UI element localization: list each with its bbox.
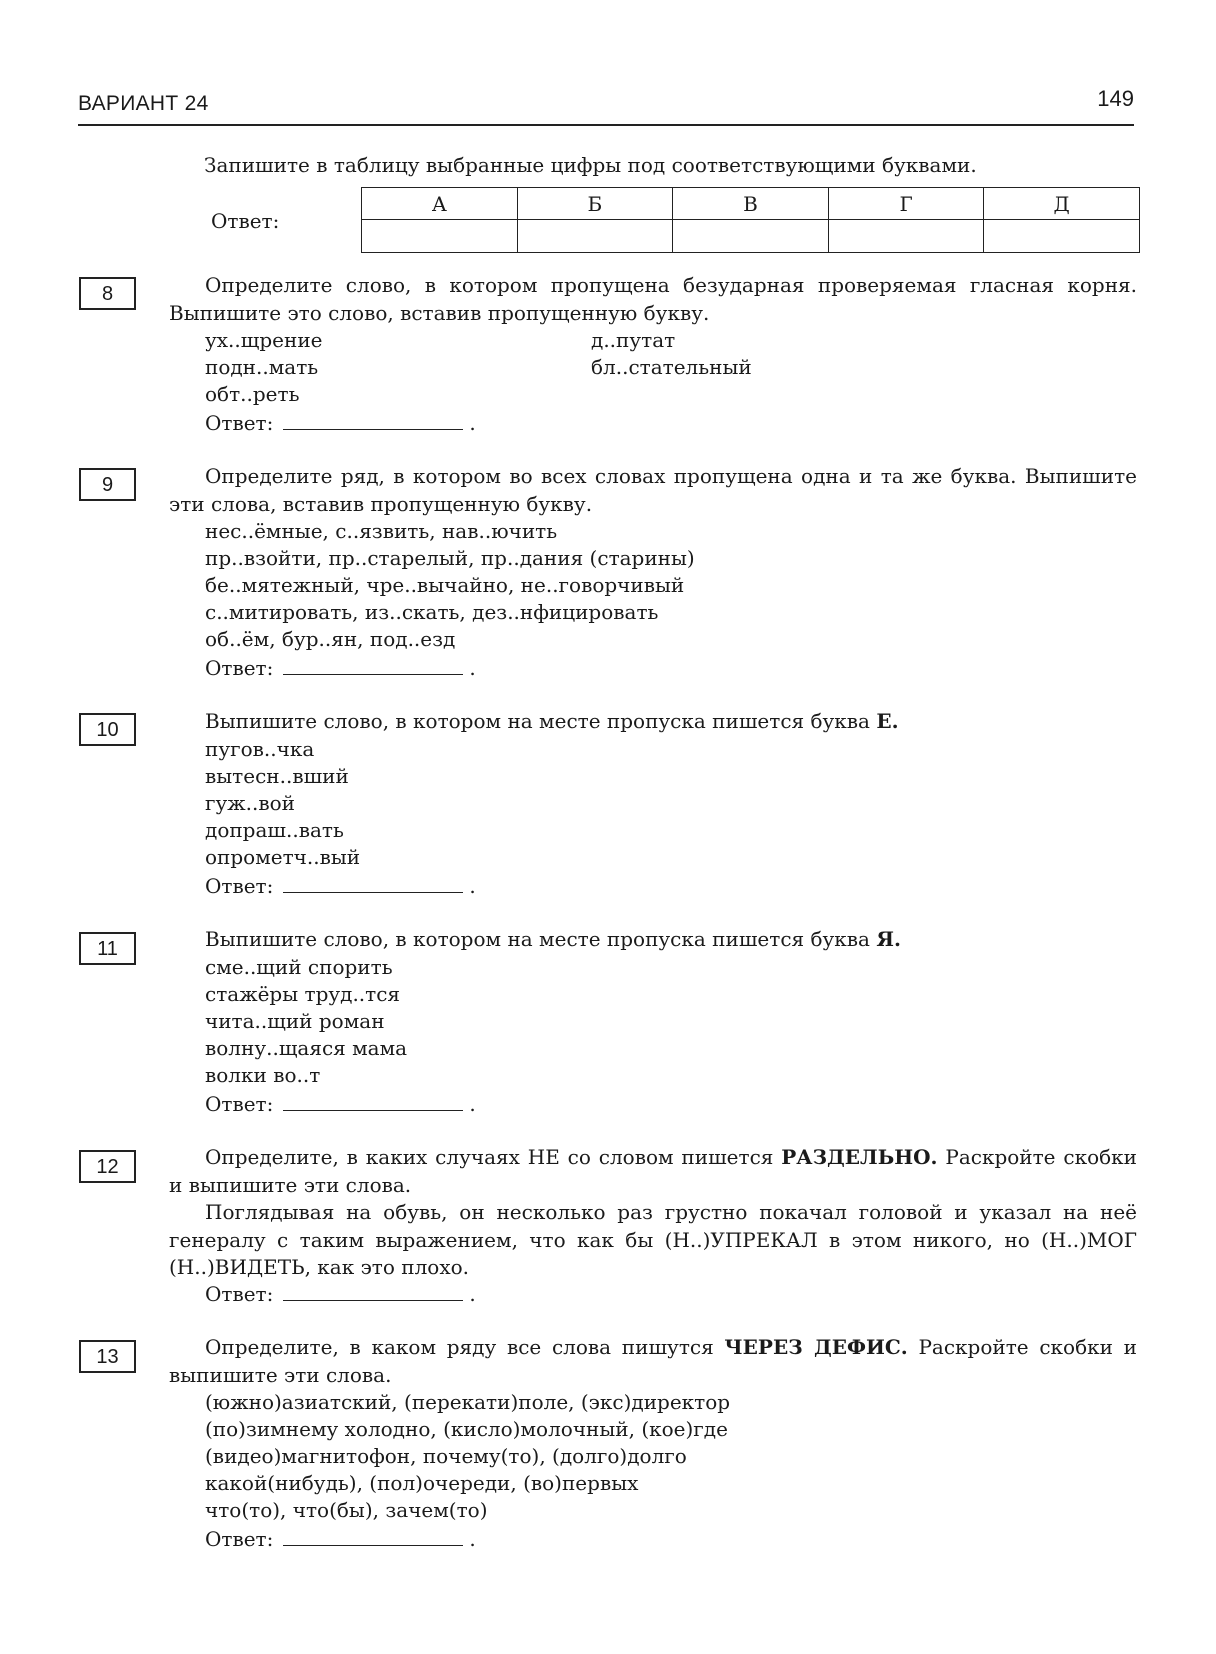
task-11-answer bbox=[205, 1091, 476, 1119]
task-9-answer bbox=[205, 655, 476, 683]
task-11-option: волну..щаяся мама bbox=[205, 1036, 408, 1060]
task-13-option: какой(нибудь), (пол)очереди, (во)первых bbox=[205, 1471, 639, 1495]
task-13-option: (южно)азиатский, (перекати)поле, (экс)директор bbox=[205, 1390, 731, 1414]
answer-dot: . bbox=[469, 1092, 476, 1116]
col-header-v: В bbox=[673, 188, 829, 220]
answer-line[interactable] bbox=[283, 874, 463, 893]
task-12-question-text-2: Раскройте скобки и выпишите эти слова. bbox=[169, 1145, 1137, 1197]
answer-cell-d[interactable] bbox=[984, 220, 1140, 253]
answer-label: Ответ: bbox=[205, 1092, 274, 1116]
task-number-9: 9 bbox=[79, 468, 136, 501]
task-9-option: с..митировать, из..скать, дез..нфицировать bbox=[205, 600, 659, 624]
task-number-8: 8 bbox=[79, 277, 136, 310]
task-11-question-text: Выпишите слово, в котором на месте пропуска пишется буква bbox=[205, 927, 870, 951]
answer-table bbox=[361, 187, 1140, 253]
col-header-a: А bbox=[362, 188, 518, 220]
task-8-option: д..путат bbox=[591, 328, 676, 352]
task-number-10: 10 bbox=[79, 713, 136, 746]
col-header-b: Б bbox=[517, 188, 673, 220]
answer-label: Ответ: bbox=[211, 209, 280, 233]
page-number: 149 bbox=[1097, 86, 1134, 111]
task-8-option: бл..стательный bbox=[591, 355, 752, 379]
task-10-option: гуж..вой bbox=[205, 791, 295, 815]
answer-label: Ответ: bbox=[205, 1527, 274, 1551]
answer-cell-g[interactable] bbox=[828, 220, 984, 253]
answer-dot: . bbox=[469, 1527, 476, 1551]
task-11-option: чита..щий роман bbox=[205, 1009, 385, 1033]
task-number-11: 11 bbox=[79, 932, 136, 965]
task-8-option: ух..щрение bbox=[205, 328, 323, 352]
answer-line[interactable] bbox=[283, 1282, 463, 1301]
task-number-12: 12 bbox=[79, 1150, 136, 1183]
task-10-letter: Е. bbox=[876, 709, 899, 733]
answer-label: Ответ: bbox=[205, 874, 274, 898]
task-13-question-text-2: Раскройте скобки и выпишите эти слова. bbox=[169, 1335, 1137, 1387]
task-9-option: пр..взойти, пр..старелый, пр..дания (старины) bbox=[205, 546, 695, 570]
answer-cell-v[interactable] bbox=[673, 220, 829, 253]
variant-title: ВАРИАНТ 24 bbox=[78, 92, 209, 115]
task-10-option: допраш..вать bbox=[205, 818, 344, 842]
task-13-option: что(то), что(бы), зачем(то) bbox=[205, 1498, 488, 1522]
task-11-option: стажёры труд..тся bbox=[205, 982, 401, 1006]
answer-line[interactable] bbox=[283, 1092, 463, 1111]
task-13-option: (по)зимнему холодно, (кисло)молочный, (кое)где bbox=[205, 1417, 728, 1441]
task-13-keyword: ЧЕРЕЗ ДЕФИС. bbox=[724, 1335, 908, 1359]
answer-dot: . bbox=[469, 656, 476, 680]
task-number-13: 13 bbox=[79, 1340, 136, 1373]
page-header bbox=[78, 88, 1134, 126]
task-11-option: сме..щий спорить bbox=[205, 955, 393, 979]
task-9-question: Определите ряд, в котором во всех словах пропущена одна и та же буква. Выпишите эти слова, вставив пропущенную букву. bbox=[169, 464, 1137, 516]
task-12-answer bbox=[205, 1281, 476, 1309]
task-13-question-text: Определите, в каком ряду все слова пишутся bbox=[205, 1335, 714, 1359]
task-11-question bbox=[169, 926, 1137, 954]
task-10-option: пугов..чка bbox=[205, 737, 315, 761]
task-13-answer bbox=[205, 1526, 476, 1554]
task-12-passage: Поглядывая на обувь, он несколько раз грустно покачал головой и указал на неё генералу с таким выражением, что как бы (Н..)УПРЕКАЛ в этом никого, но (Н..)МОГ (Н..)ВИДЕТЬ, как это плохо. bbox=[169, 1200, 1137, 1279]
task-12-keyword: РАЗДЕЛЬНО. bbox=[781, 1145, 938, 1169]
task-13-option: (видео)магнитофон, почему(то), (долго)долго bbox=[205, 1444, 687, 1468]
answer-cell-a[interactable] bbox=[362, 220, 518, 253]
task-13-question bbox=[169, 1334, 1137, 1389]
task-9-option: об..ём, бур..ян, под..езд bbox=[205, 627, 456, 651]
answer-dot: . bbox=[469, 874, 476, 898]
col-header-d: Д bbox=[984, 188, 1140, 220]
answer-line[interactable] bbox=[283, 1527, 463, 1546]
table-instruction: Запишите в таблицу выбранные цифры под соответствующими буквами. bbox=[204, 153, 977, 177]
answer-label: Ответ: bbox=[205, 1282, 274, 1306]
task-12-question-text: Определите, в каких случаях НЕ со словом пишется bbox=[205, 1145, 774, 1169]
answer-dot: . bbox=[469, 411, 476, 435]
task-8-option: обт..реть bbox=[205, 382, 300, 406]
task-8-question: Определите слово, в котором пропущена безударная проверяемая гласная корня. Выпишите это слово, вставив пропущенную букву. bbox=[169, 273, 1137, 325]
answer-dot: . bbox=[469, 1282, 476, 1306]
answer-line[interactable] bbox=[283, 656, 463, 675]
task-10-option: опрометч..вый bbox=[205, 845, 361, 869]
col-header-g: Г bbox=[828, 188, 984, 220]
task-10-answer bbox=[205, 873, 476, 901]
task-12-question bbox=[169, 1144, 1137, 1199]
answer-line[interactable] bbox=[283, 411, 463, 430]
task-8-option: подн..мать bbox=[205, 355, 319, 379]
answer-label: Ответ: bbox=[205, 411, 274, 435]
answer-label: Ответ: bbox=[205, 656, 274, 680]
task-10-option: вытесн..вший bbox=[205, 764, 349, 788]
task-11-letter: Я. bbox=[876, 927, 901, 951]
task-9-option: нес..ёмные, с..язвить, нав..ючить bbox=[205, 519, 558, 543]
task-10-question-text: Выпишите слово, в котором на месте пропуска пишется буква bbox=[205, 709, 870, 733]
task-11-option: волки во..т bbox=[205, 1063, 321, 1087]
task-10-question bbox=[169, 708, 1137, 736]
task-8-answer bbox=[205, 410, 476, 438]
task-9-option: бе..мятежный, чре..вычайно, не..говорчивый bbox=[205, 573, 685, 597]
answer-cell-b[interactable] bbox=[517, 220, 673, 253]
